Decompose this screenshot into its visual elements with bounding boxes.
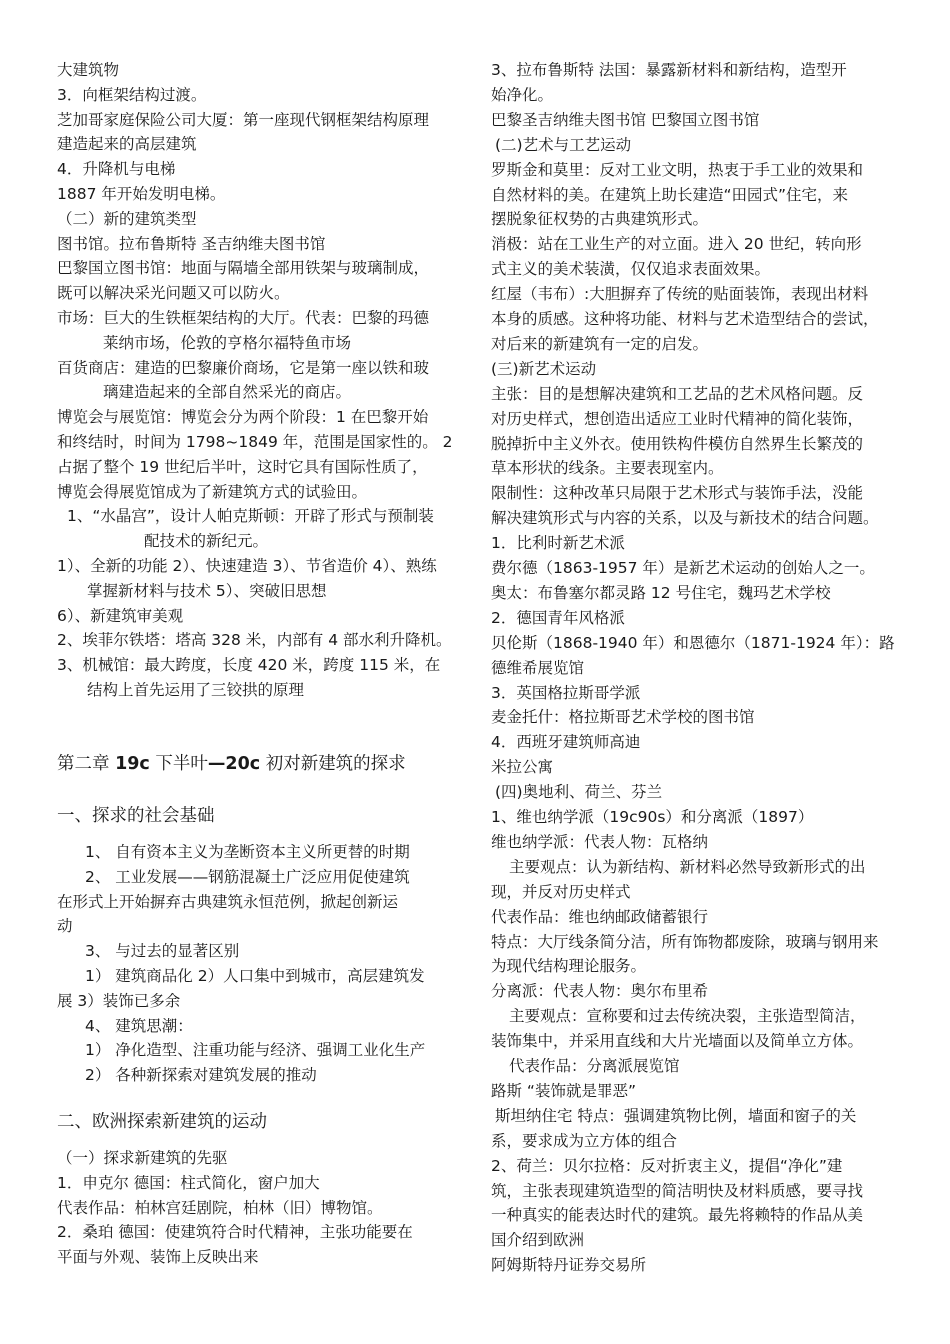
text-line: 对历史样式，想创造出适应工业时代精神的简化装饰， [491, 409, 864, 428]
text-line: 占据了整个 19 世纪后半叶，这时它具有国际性质了， [57, 457, 428, 476]
text-line: 摆脱象征权势的古典建筑形式。 [491, 210, 709, 229]
text-line: 限制性：这种改革只局限于艺术形式与装饰手法，没能 [491, 484, 864, 503]
text-line: 2、荷兰：贝尔拉格：反对折衷主义，提倡“净化”建 [491, 1156, 843, 1175]
section-one-line: 2） 各种新探索对建筑发展的推动 [85, 1066, 317, 1085]
section-one-line: 4、 建筑思潮： [85, 1016, 193, 1035]
section-one-line: 2、 工业发展——钢筋混凝土广泛应用促使建筑 [85, 867, 410, 886]
section-one-line: 1、 自有资本主义为垄断资本主义所更替的时期 [85, 843, 410, 861]
text-line: 自然材料的美。在建筑上助长建造“田园式”住宅，来 [491, 185, 849, 204]
text-line: 3．英国格拉斯哥学派 [491, 683, 641, 702]
text-line: 贝伦斯（1868-1940 年）和恩德尔（1871-1924 年）：路 [491, 633, 895, 652]
text-line: 对后来的新建筑有一定的启发。 [491, 334, 709, 353]
text-line: 为现代结构理论服务。 [491, 957, 647, 976]
text-line: 市场：巨大的生铁框架结构的大厅。代表：巴黎的玛德 [57, 309, 430, 327]
text-line: 奥太：布鲁塞尔都灵路 12 号住宅，魏玛艺术学校 [491, 583, 831, 602]
text-line: 莱纳市场，伦敦的亨格尔福特鱼市场 [103, 333, 352, 352]
text-line: 4．西班牙建筑师高迪 [491, 733, 641, 752]
text-line: 装饰集中，并采用直线和大片光墙面以及简单立方体。 [491, 1032, 864, 1051]
text-line: 主要观点：宣称要和过去传统决裂，主张造型简洁， [509, 1007, 866, 1026]
chapter-heading [57, 752, 406, 776]
chapter-heading-prefix: 第二章 [57, 754, 116, 774]
text-line: (二)艺术与工艺运动 [495, 135, 632, 154]
text-line: 博览会与展览馆：博览会分为两个阶段：1 在巴黎开始 [57, 408, 429, 427]
text-line: 2．德国青年风格派 [491, 608, 625, 627]
chapter-heading-mid: 下半叶 [149, 754, 208, 774]
text-line: 红屋（韦布）:大胆摒弃了传统的贴面装饰，表现出材料 [491, 285, 869, 304]
section-two-line: 平面与外观、装饰上反映出来 [57, 1248, 259, 1267]
text-line: 费尔德（1863-1957 年）是新艺术运动的创始人之一。 [491, 559, 875, 577]
text-line: 4．升降机与电梯 [57, 160, 176, 179]
text-line: 主要观点：认为新结构、新材料必然导致新形式的出 [509, 857, 866, 876]
section-one-line: 1） 建筑商品化 2）人口集中到城市，高层建筑发 [85, 967, 425, 985]
text-line: 路斯 “装饰就是罪恶” [491, 1081, 636, 1100]
text-line: 大建筑物 [57, 61, 120, 79]
text-line: 1、“水晶宫”，设计人帕克斯顿：开辟了形式与预制装 [67, 507, 434, 526]
text-line: 草本形状的线条。主要表现室内。 [491, 459, 724, 478]
text-line: 脱掉折中主义外衣。使用铁构件模仿自然界生长繁茂的 [491, 434, 864, 453]
text-line: 掌握新材料与技术 5）、突破旧思想 [87, 581, 327, 600]
chapter-heading-bold1: 19c [115, 754, 150, 774]
text-line: 巴黎国立图书馆：地面与隔墙全部用铁架与玻璃制成， [57, 259, 430, 278]
section-one-line: 3、 与过去的显著区别 [85, 942, 240, 961]
section-one-line: 1） 净化造型、注重功能与经济、强调工业化生产 [85, 1041, 426, 1060]
text-line: 博览会得展览馆成为了新建筑方式的试验田。 [57, 482, 368, 501]
text-line: 现，并反对历史样式 [491, 882, 631, 901]
text-line: 斯坦纳住宅 特点：强调建筑物比例，墙面和窗子的关 [495, 1106, 857, 1125]
text-line: 1、维也纳学派（19c90s）和分离派（1897） [491, 808, 814, 826]
section-two-line: 1．申克尔 德国：柱式简化，窗户加大 [57, 1173, 320, 1192]
section-one-line: 展 3）装饰已多余 [57, 991, 181, 1010]
text-line: 解决建筑形式与内容的关系，以及与新技术的结合问题。 [491, 509, 879, 528]
section-two-line: 2．桑珀 德国：使建筑符合时代精神，主张功能要在 [57, 1223, 413, 1242]
text-line: 麦金托什：格拉斯哥艺术学校的图书馆 [491, 708, 755, 727]
section-one-line: 在形式上开始摒弃古典建筑永恒范例，掀起创新运 [57, 892, 399, 911]
text-line: 阿姆斯特丹证券交易所 [491, 1256, 647, 1275]
text-line: 筑，主张表现建筑造型的简洁明快及材料质感，要寻找 [491, 1181, 864, 1200]
text-line: (四)奥地利、荷兰、芬兰 [495, 783, 663, 802]
text-line: 罗斯金和莫里：反对工业文明，热衷于手工业的效果和 [491, 160, 864, 179]
text-line: 维也纳学派：代表人物：瓦格纳 [491, 832, 709, 851]
text-line: 国介绍到欧洲 [491, 1231, 585, 1250]
text-line: 2、埃菲尔铁塔：塔高 328 米，内部有 4 部水利升降机。 [57, 631, 452, 650]
text-line: 1．比利时新艺术派 [491, 534, 625, 553]
text-line: 分离派：代表人物：奥尔布里希 [491, 982, 709, 1001]
section-one-line: 动 [57, 917, 73, 936]
chapter-heading-bold2: —20c [207, 754, 261, 774]
text-line: 1）、全新的功能 2）、快速建造 3）、节省造价 4）、熟练 [57, 557, 437, 575]
text-line: 式主义的美术装潢，仅仅追求表面效果。 [491, 260, 771, 279]
text-line: 巴黎圣吉纳维夫图书馆 巴黎国立图书馆 [491, 110, 760, 129]
text-line: 消极：站在工业生产的对立面。进入 20 世纪，转向形 [491, 235, 862, 254]
text-line: 芝加哥家庭保险公司大厦：第一座现代钢框架结构原理 [57, 110, 430, 129]
text-line: 3．向框架结构过渡。 [57, 85, 207, 104]
section-two-title: 二、欧洲探索新建筑的运动 [57, 1112, 267, 1132]
text-line: 主张：目的是想解决建筑和工艺品的艺术风格问题。反 [491, 384, 864, 403]
text-line: 结构上首先运用了三铰拱的原理 [87, 681, 305, 699]
text-line: 和终结时，时间为 1798~1849 年，范围是国家性的。 2 [57, 433, 453, 451]
text-line: 特点：大厅线条简分洁，所有饰物都废除，玻璃与钢用来 [491, 932, 879, 951]
section-one-title: 一、探求的社会基础 [57, 806, 215, 826]
text-line: 璃建造起来的全部自然采光的商店。 [103, 383, 352, 402]
text-line: 一种真实的能表达时代的建筑。最先将赖特的作品从美 [491, 1206, 864, 1225]
text-line: 百货商店：建造的巴黎廉价商场，它是第一座以铁和玻 [57, 358, 430, 377]
text-line: 系，要求成为立方体的组合 [491, 1131, 678, 1150]
text-line: 代表作品：维也纳邮政储蓄银行 [491, 907, 709, 926]
text-line: 既可以解决采光问题又可以防火。 [57, 284, 290, 303]
text-line: 建造起来的高层建筑 [57, 135, 197, 154]
text-line: （二）新的建筑类型 [57, 209, 197, 228]
text-line: 图书馆。拉布鲁斯特 圣吉纳维夫图书馆 [57, 234, 326, 253]
text-line: 德维希展览馆 [491, 658, 585, 677]
text-line: (三)新艺术运动 [491, 359, 597, 378]
text-line: 3、机械馆：最大跨度，长度 420 米，跨度 115 米，在 [57, 656, 441, 675]
text-line: 代表作品：分离派展览馆 [509, 1057, 680, 1075]
section-two-line: 代表作品：柏林宫廷剧院，柏林（旧）博物馆。 [57, 1198, 383, 1217]
text-line: 本身的质感。这种将功能、材料与艺术造型结合的尝试， [491, 310, 879, 328]
section-two-line: （一）探求新建筑的先驱 [57, 1149, 228, 1167]
text-line: 始净化。 [491, 85, 554, 104]
text-line: 米拉公寓 [491, 758, 554, 777]
chapter-heading-suffix: 初对新建筑的探求 [260, 754, 406, 774]
text-line: 1887 年开始发明电梯。 [57, 185, 226, 203]
text-line: 6）、新建筑审美观 [57, 606, 184, 625]
text-line: 配技术的新纪元。 [144, 532, 269, 551]
text-line: 3、拉布鲁斯特 法国：暴露新材料和新结构，造型开 [491, 61, 847, 79]
